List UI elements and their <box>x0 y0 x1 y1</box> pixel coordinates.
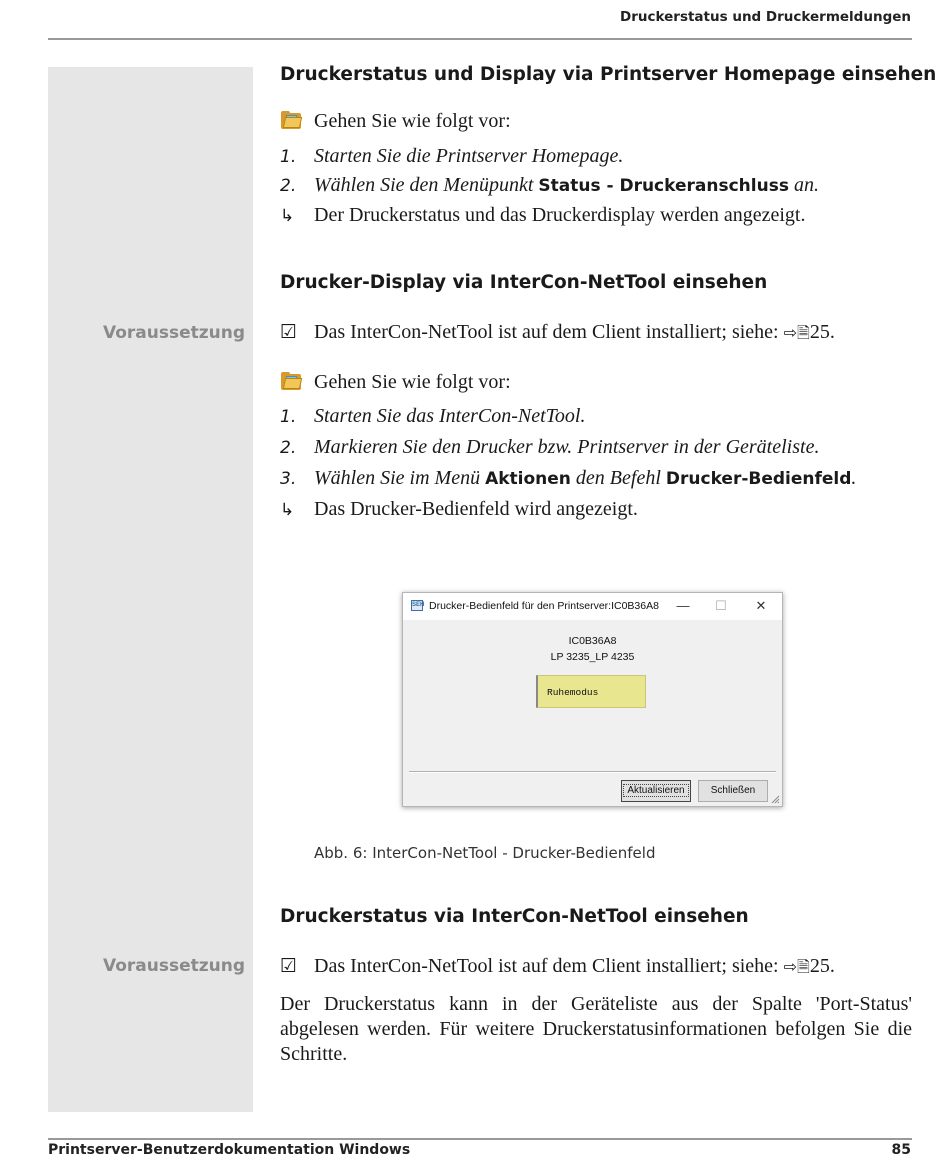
server-name: IC0B36A8 <box>568 635 617 647</box>
result-text: Der Druckerstatus und das Druckerdisplay werden angezeigt. <box>314 204 806 226</box>
running-header: Druckerstatus und Druckermeldungen <box>620 9 911 25</box>
step-text: Starten Sie das InterCon-NetTool. <box>314 405 586 427</box>
dialog-titlebar <box>403 593 782 620</box>
dialog-title: Drucker-Bedienfeld für den Printserver:IC0B36A8 <box>429 600 659 612</box>
step-number: 3. <box>280 469 297 489</box>
close-button[interactable]: Schließen <box>698 780 768 802</box>
refresh-button[interactable] <box>621 780 691 802</box>
printer-name: LP 3235_LP 4235 <box>550 651 635 663</box>
result-text: Das Drucker-Bedienfeld wird angezeigt. <box>314 498 638 520</box>
refresh-button-label: Aktualisieren <box>623 784 688 797</box>
section-heading: Drucker-Display via InterCon-NetTool einsehen <box>280 272 768 293</box>
prerequisite-text: Das InterCon-NetTool ist auf dem Client installiert; siehe: <box>314 955 779 977</box>
folder-icon <box>280 110 302 130</box>
display-text: Ruhemodus <box>547 687 599 698</box>
section-heading: Druckerstatus und Display via Printserver Homepage einsehen <box>280 64 937 85</box>
step-item <box>280 145 623 168</box>
body-paragraph: Der Druckerstatus kann in der Geräteliste aus der Spalte 'Port-Status' abgelesen werden. Für weitere Druckerstatusinformationen befolgen Sie die Schritte. <box>280 993 912 1065</box>
step-number: 2. <box>280 438 297 458</box>
step-text-end: an. <box>788 174 819 196</box>
prerequisite-text: Das InterCon-NetTool ist auf dem Client installiert; siehe: <box>314 321 779 343</box>
page-reference-icon: ⇨🗎 <box>783 323 810 342</box>
step-text: Wählen Sie den Menüpunkt <box>314 174 539 196</box>
result-line <box>280 204 805 227</box>
step-item <box>280 467 856 490</box>
step-text: Starten Sie die Printserver Homepage. <box>314 145 624 167</box>
printer-display <box>536 675 646 708</box>
step-item <box>280 405 585 428</box>
instruction-line <box>280 110 511 133</box>
step-text: Markieren Sie den Drucker bzw. Printserver in der Geräteliste. <box>314 436 820 458</box>
menu-path: Status - Druckeranschluss <box>538 176 789 196</box>
instruction-text: Gehen Sie wie folgt vor: <box>314 110 511 132</box>
header-rule <box>48 38 912 40</box>
step-item <box>280 174 819 197</box>
resize-grip-icon[interactable] <box>770 794 780 804</box>
result-arrow-icon: ↳ <box>280 500 295 520</box>
dialog-separator <box>409 771 776 773</box>
menu-name: Aktionen <box>485 469 571 489</box>
figure-caption: Abb. 6: InterCon-NetTool - Drucker-Bedienfeld <box>314 844 656 862</box>
step-number: 2. <box>280 176 297 196</box>
step-text: Wählen Sie im Menü <box>314 467 486 489</box>
prerequisite-line <box>280 955 835 983</box>
command-name: Drucker-Bedienfeld <box>665 469 852 489</box>
result-arrow-icon: ↳ <box>280 206 295 226</box>
page-number: 85 <box>891 1142 911 1158</box>
footer-rule <box>48 1138 912 1140</box>
checkbox-icon: ☑ <box>280 955 298 977</box>
printer-panel-dialog <box>402 592 783 807</box>
page-reference[interactable]: 25. <box>809 321 835 343</box>
margin-label: Voraussetzung <box>102 323 245 343</box>
step-text-mid: den Befehl <box>570 467 666 489</box>
margin-label: Voraussetzung <box>102 956 245 976</box>
step-item <box>280 436 819 459</box>
section-heading: Druckerstatus via InterCon-NetTool einsehen <box>280 906 749 927</box>
minimize-icon[interactable]: — <box>676 598 690 613</box>
close-icon[interactable]: ✕ <box>755 598 767 613</box>
instruction-line <box>280 371 511 394</box>
prerequisite-line <box>280 321 835 349</box>
step-text-end: . <box>851 467 857 489</box>
page-reference[interactable]: 25. <box>809 955 835 977</box>
step-number: 1. <box>280 407 297 427</box>
checkbox-icon: ☑ <box>280 321 298 343</box>
instruction-text: Gehen Sie wie folgt vor: <box>314 371 511 393</box>
step-number: 1. <box>280 147 297 167</box>
app-icon: SEH <box>411 600 423 611</box>
folder-icon <box>280 371 302 391</box>
maximize-icon[interactable]: ☐ <box>715 598 727 613</box>
result-line <box>280 498 638 521</box>
page-reference-icon: ⇨🗎 <box>783 957 810 976</box>
footer-title: Printserver-Benutzerdokumentation Windows <box>48 1142 411 1158</box>
